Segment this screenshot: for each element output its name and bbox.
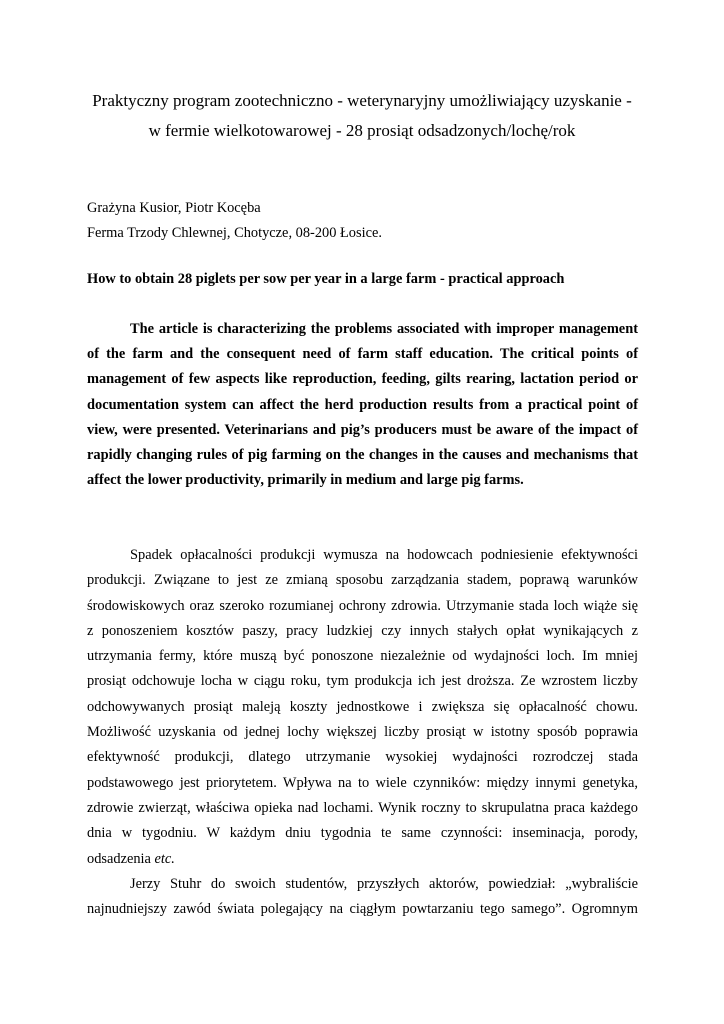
body-line: dnia w tygodniu. W każdym dniu tygodnia te same czynności: inseminacja, porody, [87,825,638,842]
body-line: utrzymania fermy, które muszą być ponoszone niezależnie od wydajności loch. Im mniej [87,648,638,665]
title-line-1: Praktyczny program zootechniczno - weterynaryjny umożliwiający uzyskanie - [92,91,632,110]
body-line-final [87,847,638,872]
abstract-line: management of few aspects like reproduction, feeding, gilts rearing, lactation period or [87,371,638,388]
body-line: prosiąt odchowuje locha w ciągu roku, tym produkcja ich jest droższa. Ze wzrostem liczby [87,673,638,690]
author-names: Grażyna Kusior, Piotr Kocęba [87,200,261,216]
abstract-line: affect the lower productivity, primarily in medium and large pig farms. [87,472,524,489]
body-line: podstawowego jest priorytetem. Wpływa na to wiele czynników: między innymi genetyka, [87,774,638,791]
body-line: zdrowie zwierząt, właściwa opieka nad lochami. Wynik roczny to skrupulatna praca każdego [87,799,638,816]
abstract-line: view, were presented. Veterinarians and pig’s producers must be aware of the impact of [87,421,638,438]
paper-title [60,86,664,146]
abstract-line: rapidly changing rules of pig farming on the changes in the causes and mechanisms that [87,447,638,464]
body-line: środowiskowych oraz szeroko rozumianej ochrony zdrowia. Utrzymanie stada loch wiąże się [87,597,638,614]
body-line: produkcji. Związane to jest ze zmianą sposobu zarządzania stadem, poprawą warunków [87,572,638,589]
abstract-line: documentation system can affect the herd production results from a practical point of [87,396,638,413]
body-line: Spadek opłacalności produkcji wymusza na hodowcach podniesienie efektywności [130,547,638,563]
body-line: Możliwość uzyskania od jednej lochy większej liczby prosiąt w istotny sposób poprawia [87,724,638,741]
abstract [87,317,638,493]
body-line-final-text: odsadzenia [87,850,155,867]
abstract-line: The article is characterizing the problems associated with improper management [130,321,638,337]
body-line: efektywność produkcji, dlatego utrzymanie wysokiej wydajności rozrodczej stada [87,749,638,766]
body-line-final-italic: etc. [154,850,175,867]
body-line: najnudniejszy zawód świata polegający na ciągłym powtarzaniu tego samego”. Ogromnym [87,901,638,918]
english-title: How to obtain 28 piglets per sow per year in a large farm - practical approach [87,271,565,287]
body-line: Jerzy Stuhr do swoich studentów, przyszłych aktorów, powiedział: „wybraliście [130,876,638,892]
body-line: z ponoszeniem kosztów paszy, pracy ludzkiej czy innych stałych opłat wynikających z [87,622,638,639]
body-paragraph-1 [87,543,638,872]
body-paragraph-2 [87,872,638,923]
abstract-line: of the farm and the consequent need of farm staff education. The critical points of [87,346,638,363]
author-block [87,196,382,246]
author-affiliation: Ferma Trzody Chlewnej, Chotycze, 08-200 Łosice. [87,225,382,241]
body-line: odchowywanych prosiąt maleją koszty jednostkowe i zwiększa się opłacalność chowu. [87,698,638,715]
title-line-2: w fermie wielkotowarowej - 28 prosiąt odsadzonych/lochę/rok [148,121,576,140]
